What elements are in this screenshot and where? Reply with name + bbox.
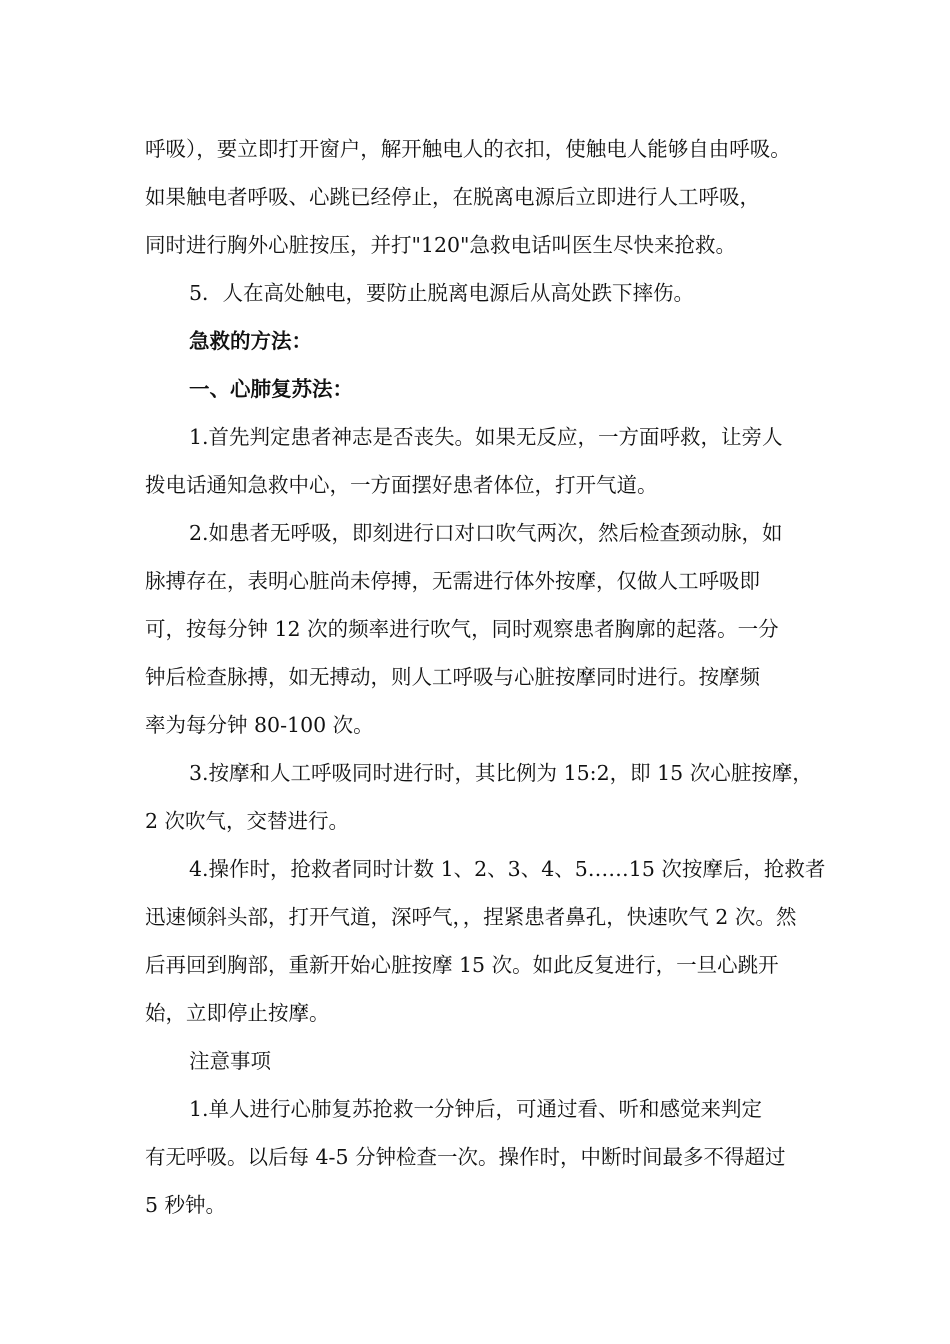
paragraph-line: 始，立即停止按摩。 (145, 1001, 330, 1025)
paragraph-line: 呼吸），要立即打开窗户，解开触电人的衣扣，使触电人能够自由呼吸。 (145, 137, 791, 161)
paragraph-line: 2 次吹气，交替进行。 (145, 809, 350, 833)
paragraph-line: 5 秒钟。 (145, 1193, 227, 1217)
paragraph-line: 1.单人进行心肺复苏抢救一分钟后，可通过看、听和感觉来判定 (189, 1097, 763, 1121)
paragraph-line: 5．人在高处触电，要防止脱离电源后从高处跌下摔伤。 (189, 281, 695, 305)
section-heading: 一、心肺复苏法： (189, 377, 353, 401)
paragraph-line: 2.如患者无呼吸，即刻进行口对口吹气两次，然后检查颈动脉，如 (189, 521, 783, 545)
paragraph-line: 有无呼吸。以后每 4-5 分钟检查一次。操作时，中断时间最多不得超过 (145, 1145, 786, 1169)
paragraph-line: 钟后检查脉搏，如无搏动，则人工呼吸与心脏按摩同时进行。按摩频 (145, 665, 760, 689)
paragraph-line: 脉搏存在，表明心脏尚未停搏，无需进行体外按摩，仅做人工呼吸即 (145, 569, 760, 593)
paragraph-line: 率为每分钟 80-100 次。 (145, 713, 374, 737)
paragraph-line: 如果触电者呼吸、心跳已经停止，在脱离电源后立即进行人工呼吸， (145, 185, 760, 209)
paragraph-line: 4.操作时，抢救者同时计数 1、2、3、4、5……15 次按摩后，抢救者 (189, 857, 826, 881)
document-body (145, 125, 826, 1229)
section-heading: 急救的方法： (189, 329, 312, 353)
paragraph-line: 后再回到胸部，重新开始心脏按摩 15 次。如此反复进行，一旦心跳开 (145, 953, 779, 977)
paragraph-line: 1.首先判定患者神志是否丧失。如果无反应，一方面呼救，让旁人 (189, 425, 783, 449)
paragraph-line: 迅速倾斜头部，打开气道，深呼气，，捏紧患者鼻孔，快速吹气 2 次。然 (145, 905, 797, 929)
paragraph-line: 3.按摩和人工呼吸同时进行时，其比例为 15:2，即 15 次心脏按摩， (189, 761, 813, 785)
paragraph-line: 同时进行胸外心脏按压，并打"120"急救电话叫医生尽快来抢救。 (145, 233, 736, 257)
paragraph-line: 拨电话通知急救中心，一方面摆好患者体位，打开气道。 (145, 473, 658, 497)
section-heading: 注意事项 (189, 1049, 271, 1073)
paragraph-line: 可，按每分钟 12 次的频率进行吹气，同时观察患者胸廓的起落。一分 (145, 617, 779, 641)
